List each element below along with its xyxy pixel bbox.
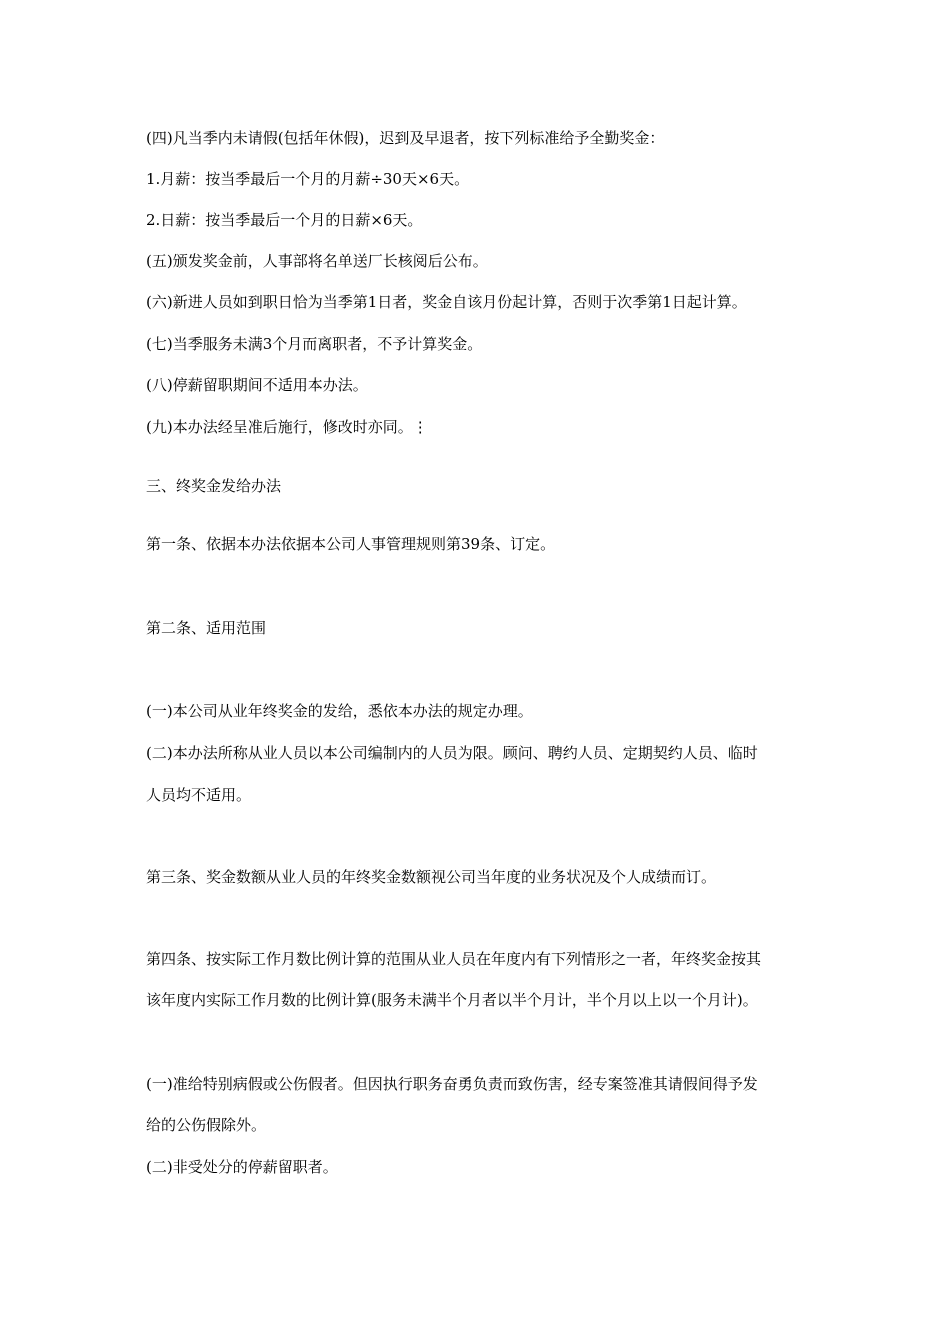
article-line: 第一条、依据本办法依据本公司人事管理规则第39条、订定。 bbox=[146, 535, 556, 553]
paragraph-line: (八)停薪留职期间不适用本办法。 bbox=[146, 376, 368, 394]
paragraph-line: (四)凡当季内未请假(包括年休假)，迟到及早退者，按下列标准给予全勤奖金： bbox=[146, 129, 665, 147]
paragraph-line: 2.日薪：按当季最后一个月的日薪×6天。 bbox=[146, 211, 423, 229]
paragraph-line: (六)新进人员如到职日恰为当季第1日者，奖金自该月份起计算，否则于次季第1日起计算。 bbox=[146, 293, 747, 311]
paragraph-line: 人员均不适用。 bbox=[146, 786, 252, 804]
section-heading: 三、终奖金发给办法 bbox=[146, 477, 282, 495]
paragraph-line: 1.月薪：按当季最后一个月的月薪÷30天×6天。 bbox=[146, 170, 470, 188]
article-line: 第二条、适用范围 bbox=[146, 619, 267, 637]
paragraph-line: (一)准给特别病假或公伤假者。但因执行职务奋勇负责而致伤害，经专案签准其请假间得予发 bbox=[146, 1075, 758, 1093]
paragraph-line: (七)当季服务未满3个月而离职者，不予计算奖金。 bbox=[146, 335, 483, 353]
paragraph-line: (九)本办法经呈准后施行，修改时亦同。⋮ bbox=[146, 418, 428, 436]
article-line: 该年度内实际工作月数的比例计算(服务未满半个月者以半个月计，半个月以上以一个月计)。 bbox=[146, 991, 758, 1009]
paragraph-line: (二)非受处分的停薪留职者。 bbox=[146, 1158, 338, 1176]
article-line: 第三条、奖金数额从业人员的年终奖金数额视公司当年度的业务状况及个人成绩而订。 bbox=[146, 868, 717, 886]
paragraph-line: 给的公伤假除外。 bbox=[146, 1116, 267, 1134]
article-line: 第四条、按实际工作月数比例计算的范围从业人员在年度内有下列情形之一者，年终奖金按其 bbox=[146, 950, 762, 968]
paragraph-line: (一)本公司从业年终奖金的发给，悉依本办法的规定办理。 bbox=[146, 702, 533, 720]
paragraph-line: (五)颁发奖金前，人事部将名单送厂长核阅后公布。 bbox=[146, 252, 488, 270]
paragraph-line: (二)本办法所称从业人员以本公司编制内的人员为限。顾问、聘约人员、定期契约人员、临时 bbox=[146, 744, 758, 762]
